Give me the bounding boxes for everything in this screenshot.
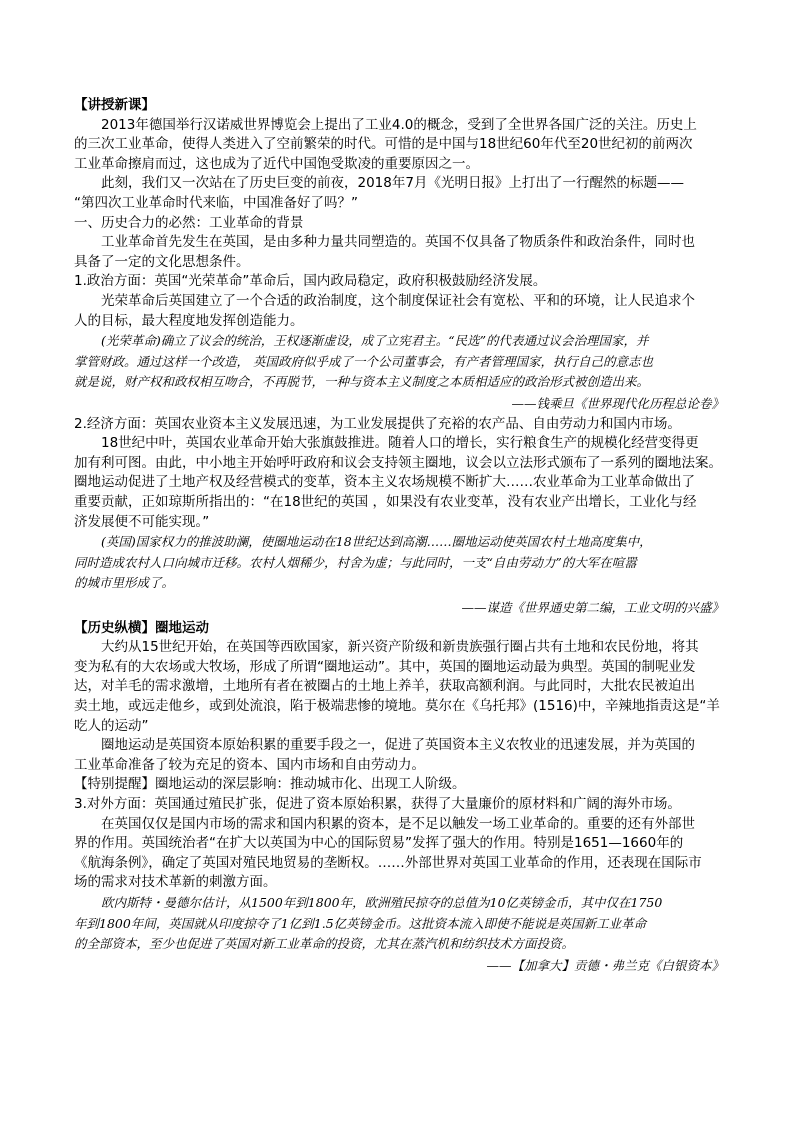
section-heading-history: 【历史纵横】圈地运动	[74, 619, 209, 636]
quote-source: ——【加拿大】贡德・弗兰克《白银资本》	[486, 957, 724, 973]
quote-line: 掌管财政。通过这样一个改造， 英国政府似乎成了一个公司董事会，有产者管理国家，执行自己的意志也	[74, 353, 653, 369]
document-page	[74, 96, 724, 977]
paragraph-line: 吃人的运动”	[74, 717, 149, 734]
paragraph-line: 此刻，我们又一次站在了历史巨变的前夜，2018年7月《光明日报》上打出了一行醒然的标题——	[101, 175, 684, 192]
paragraph-line: 18世纪中叶，英国农业革命开始大张旗鼓推进。随着人口的增长，实行粮食生产的规模化经营变得更	[101, 435, 699, 452]
paragraph-line: 圈地运动是英国资本原始积累的重要手段之一，促进了英国资本主义农牧业的迅速发展，并为英国的	[101, 737, 695, 754]
paragraph-line: 光荣革命后英国建立了一个合适的政治制度，这个制度保证社会有宽松、平和的环境，让人民追求个	[101, 292, 695, 309]
paragraph-line: 在英国仅仅是国内市场的需求和国内积累的资本，是不足以触发一场工业革命的。重要的还有外部世	[101, 815, 695, 832]
quote-source: ——钱乘旦《世界现代化历程总论卷》	[511, 395, 724, 411]
quote-line: 的全部资本，至少也促进了英国对新工业革命的投资，尤其在蒸汽机和纺织技术方面投资。	[74, 936, 575, 951]
quote-line: 就是说，财产权和政权相互吻合，不再脱节，一种与资本主义制度之本质相适应的政治形式被创造出来。	[74, 374, 650, 390]
paragraph-line: 达，对羊毛的需求激增，土地所有者在被圈占的土地上养羊，获取高额利润。与此同时，大批农民被迫出	[74, 678, 695, 695]
quote-line: 的城市里形成了。	[74, 575, 175, 591]
paragraph-line: 工业革命准备了较为充足的资本、国内市场和自由劳动力。	[74, 756, 425, 773]
paragraph-line: 卖土地，或远走他乡，或到处流浪，陷于极端悲惨的境地。莫尔在《乌托邦》(1516)中，辛辣地指责这是“羊	[74, 698, 720, 715]
paragraph-line: 2013年德国举行汉诺威世界博览会上提出了工业4.0的概念，受到了全世界各国广泛的关注。历史上	[101, 116, 697, 133]
paragraph-line: 的三次工业革命，使得人类进入了空前繁荣的时代。可惜的是中国与18世纪60年代至20世纪初的前两次	[74, 136, 693, 153]
paragraph-line: 济发展便不可能实现。”	[74, 513, 210, 530]
paragraph-line: 工业革命擦肩而过，这也成为了近代中国饱受欺凌的重要原因之一。	[74, 155, 479, 172]
item-political: 1.政治方面：英国“光荣革命”革命后，国内政局稳定，政府积极鼓励经济发展。	[74, 273, 547, 290]
paragraph-line: “第四次工业革命时代来临，中国准备好了吗？”	[74, 194, 358, 211]
section-heading-lecture: 【讲授新课】	[74, 97, 155, 113]
paragraph-line: 变为私有的大农场或大牧场，形成了所谓“圈地运动”。其中，英国的圈地运动最为典型。英国的制呢业发	[74, 658, 696, 675]
quote-line: (英国)国家权力的推波助澜，使圈地运动在18世纪达到高潮……圈地运动使英国农村土地高度集中，	[101, 534, 652, 550]
paragraph-line: 工业革命首先发生在英国，是由多种力量共同塑造的。英国不仅具备了物质条件和政治条件，同时也	[101, 234, 695, 251]
paragraph-line: 大约从15世纪开始，在英国等西欧国家，新兴资产阶级和新贵族强行圈占共有土地和农民份地，将其	[101, 639, 699, 656]
paragraph-line: 重要贡献，正如琼斯所指出的：“在18世纪的英国 ，如果没有农业变革，没有农业产出增长，工业化与经	[74, 494, 697, 510]
item-economic: 2.经济方面：英国农业资本主义发展迅速，为工业发展提供了充裕的农产品、自由劳动力和国内市场。	[74, 415, 681, 432]
quote-source: ——谋造《世界通史第二编，工业文明的兴盛》	[461, 599, 724, 615]
quote-line: 欧内斯特・曼德尔估计，从1500年到1800年，欧洲殖民掠夺的总值为10亿英镑金币，其中仅在1750	[101, 895, 663, 910]
quote-line: 同时造成农村人口向城市迁移。农村人烟稀少，村舍为虚；与此同时，一支“自由劳动力”的大军在喧嚣	[74, 554, 637, 570]
paragraph-line: 圈地运动促进了土地产权及经营模式的变革，资本主义农场规模不断扩大……农业革命为工业革命做出了	[74, 474, 695, 491]
quote-line: 年到1800年间，英国就从印度掠夺了1亿到1.5亿英镑金币。这批资本流入即使不能说是英国新工业革命	[74, 915, 647, 931]
paragraph-line: 场的需求对技术革新的刺激方面。	[74, 874, 277, 891]
heading-background: 一、历史合力的必然：工业革命的背景	[74, 214, 304, 231]
paragraph-line: 具备了一定的文化思想条件。	[74, 253, 250, 270]
quote-line: (光荣革命)确立了议会的统治，王权逐渐虚设，成了立宪君主。“民选”的代表通过议会治理国家，并	[101, 333, 649, 349]
paragraph-line: 《航海条例》，确定了英国对殖民地贸易的垄断权。……外部世界对英国工业革命的作用，还表现在国际市	[74, 854, 702, 871]
item-foreign: 3.对外方面：英国通过殖民扩张，促进了资本原始积累，获得了大量廉价的原材料和广阔的海外市场。	[74, 796, 681, 813]
special-note: 【特别提醒】圈地运动的深层影响：推动城市化、出现工人阶级。	[74, 776, 466, 793]
paragraph-line: 人的目标，最大程度地发挥创造能力。	[74, 312, 304, 329]
paragraph-line: 加有利可图。由此，中小地主开始呼吁政府和议会支持领主圈地，议会以立法形式颁布了一系列的圈地法案。	[74, 454, 722, 471]
paragraph-line: 界的作用。英国统治者“在扩大以英国为中心的国际贸易”发挥了强大的作用。特别是1651—1660年的	[74, 835, 684, 852]
